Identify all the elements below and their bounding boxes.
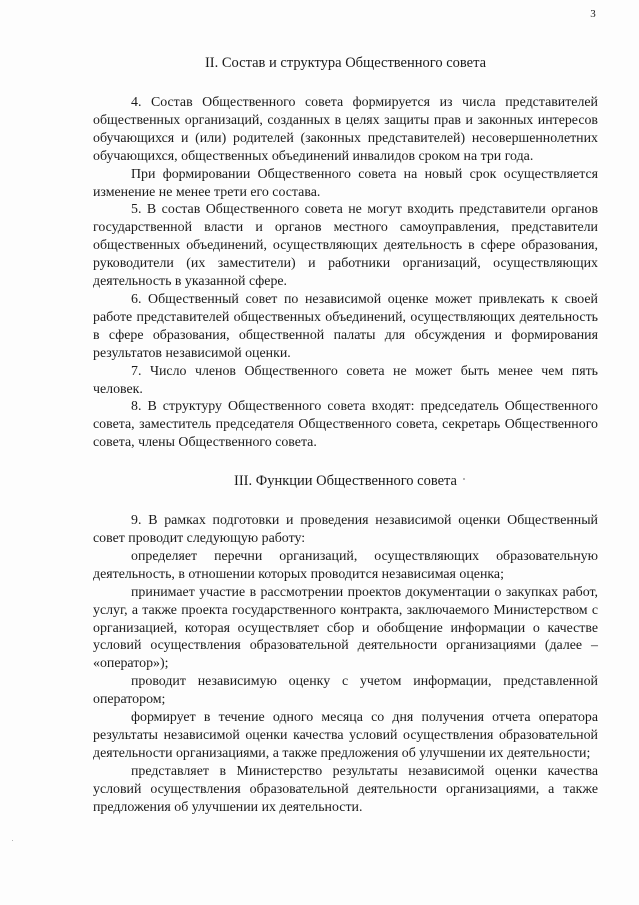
paragraph-4-renewal: При формировании Общественного совета на новый срок осуществляется изменение не менее трети его состава. xyxy=(93,166,598,200)
section-title-composition: II. Состав и структура Общественного совета xyxy=(204,55,487,71)
paragraph-8: 8. В структуру Общественного совета входят: председатель Общественного совета, заместитель председателя Общественного совета, секретарь Общественного совета, члены Общественного совета. xyxy=(93,399,598,451)
function-item: проводит независимую оценку с учетом информации, представленной оператором; xyxy=(93,674,598,708)
function-item: представляет в Министерство результаты независимой оценки качества условий осуществления образовательной деятельности организациями, а также предложения об улучшении их деятельности. xyxy=(93,763,598,815)
function-item: принимает участие в рассмотрении проектов документации о закупках работ, услуг, а также проекта государственного контракта, заключаемого Министерством с организацией, которая осуществляет сбор и обобщение информации о качестве условий осуществления образовательной деятельности организациями (далее – «оператор»); xyxy=(93,584,598,672)
function-item: определяет перечни организаций, осуществляющих образовательную деятельность, в отношении которых проводится независимая оценка; xyxy=(93,548,598,582)
page-number: 3 xyxy=(590,8,596,20)
scan-speck xyxy=(12,840,13,841)
paragraph-5: 5. В состав Общественного совета не могут входить представители органов государственной власти и органов местного самоуправления, представители общественных объединений, осуществляющих деятельность в сфере образования, руководители (их заместители) и работники организаций, осуществляющих деятельность в указанной сфере. xyxy=(93,202,598,290)
paragraph-7: 7. Число членов Общественного совета не может быть менее чем пять человек. xyxy=(93,363,598,397)
section-title-functions: III. Функции Общественного совета xyxy=(234,473,457,490)
paragraph-9: 9. В рамках подготовки и проведения независимой оценки Общественный совет проводит следующую работу: xyxy=(93,513,598,547)
function-item: формирует в течение одного месяца со дня получения отчета оператора результаты независимой оценки качества условий осуществления образовательной деятельности организациями, а также предложения об улучшении их деятельности; xyxy=(93,710,598,761)
document-body xyxy=(93,53,598,817)
scan-speck xyxy=(463,478,465,480)
paragraph-6: 6. Общественный совет по независимой оценке может привлекать к своей работе представителей общественных объединений, осуществляющих деятельность в сфере образования, общественной палаты для обсуждения и формирования результатов независимой оценки. xyxy=(93,291,598,361)
paragraph-4: 4. Состав Общественного совета формируется из числа представителей общественных организаций, созданных в целях защиты прав и законных интересов обучающихся и (или) родителей (законных представителей) несовершеннолетних обучающихся, общественных объединений инвалидов сроком на три года. xyxy=(93,95,598,164)
